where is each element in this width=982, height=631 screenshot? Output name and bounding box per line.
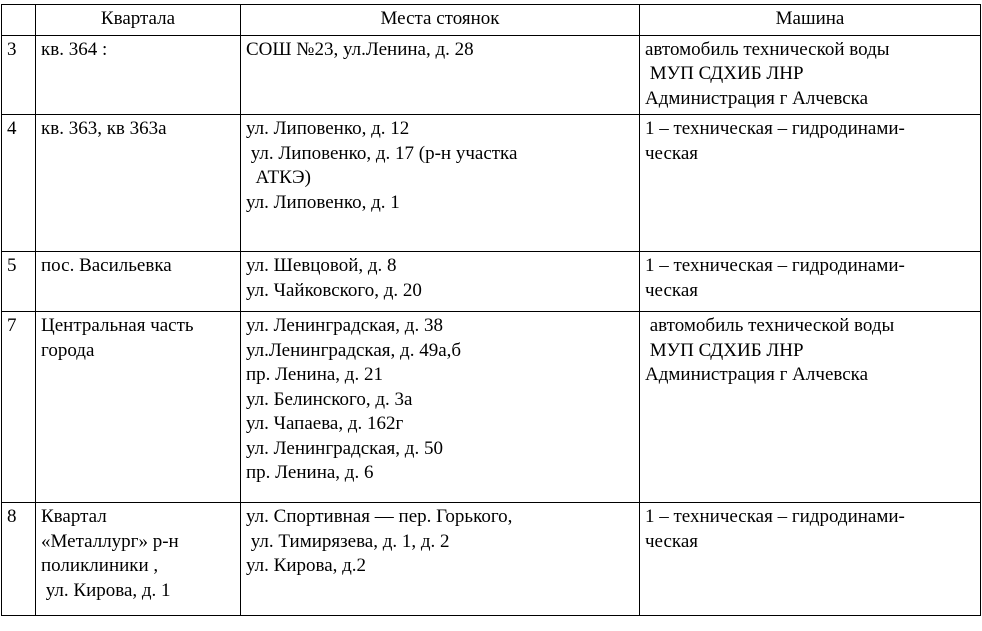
- place-line: ул. Ленинградская, д. 38: [246, 315, 443, 336]
- quarter-cell: [36, 503, 241, 616]
- vehicle-line: Администрация г Алчевска: [645, 364, 869, 385]
- table-row: [2, 312, 981, 503]
- quarter-line: поликлиники ,: [41, 555, 159, 576]
- quarter-cell: [36, 115, 241, 252]
- place-line: ул. Тимирязева, д. 1, д. 2: [246, 530, 450, 552]
- quarter-cell: [36, 252, 241, 312]
- place-line: ул. Чапаева, д. 162г: [246, 413, 404, 434]
- vehicle-line: 1 – техническая – гидродинами-: [645, 118, 905, 139]
- vehicle-line: ческая: [645, 279, 699, 301]
- place-line: ул. Ленинградская, д. 50: [246, 437, 443, 459]
- places-cell: [241, 503, 640, 616]
- vehicle-cell: [640, 115, 981, 252]
- place-line: ул. Кирова, д.2: [246, 555, 367, 576]
- vehicle-cell: [640, 503, 981, 616]
- quarter-cell: [36, 35, 241, 115]
- place-line: СОШ №23, ул.Ленина, д. 28: [246, 38, 474, 60]
- row-number: 5: [2, 252, 36, 312]
- row-number: 8: [2, 503, 36, 616]
- places-cell: [241, 35, 640, 115]
- header-places: Места стоянок: [241, 5, 640, 36]
- place-line: ул. Липовенко, д. 17 (р-н участка: [246, 142, 518, 164]
- places-cell: [241, 252, 640, 312]
- place-line: ул.Ленинградская, д. 49а,б: [246, 339, 462, 361]
- place-line: ул. Спортивная — пер. Горького,: [246, 506, 513, 527]
- table-row: [2, 252, 981, 312]
- vehicle-line: Администрация г Алчевска: [645, 87, 869, 109]
- quarter-line: Центральная часть: [41, 315, 194, 336]
- places-cell: [241, 115, 640, 252]
- table-row: [2, 503, 981, 616]
- parking-table: [1, 4, 981, 616]
- vehicle-cell: [640, 252, 981, 312]
- vehicle-line: ческая: [645, 142, 699, 164]
- header-row: [2, 5, 981, 36]
- place-line: ул. Шевцовой, д. 8: [246, 255, 397, 276]
- header-vehicle: Машина: [640, 5, 981, 36]
- quarter-line: пос. Васильевка: [41, 255, 172, 276]
- vehicle-line: 1 – техническая – гидродинами-: [645, 255, 905, 276]
- quarter-line: кв. 363, кв 363а: [41, 118, 167, 139]
- vehicle-cell: [640, 312, 981, 503]
- quarter-line: города: [41, 339, 95, 361]
- place-line: ул. Чайковского, д. 20: [246, 279, 422, 301]
- quarter-cell: [36, 312, 241, 503]
- row-number: 7: [2, 312, 36, 503]
- quarter-line: Квартал: [41, 506, 107, 527]
- quarter-line: «Металлург» р-н: [41, 530, 179, 552]
- row-number: 4: [2, 115, 36, 252]
- header-num: [2, 5, 36, 36]
- vehicle-line: ческая: [645, 530, 699, 552]
- header-quarter: Квартала: [36, 5, 241, 36]
- vehicle-cell: [640, 35, 981, 115]
- vehicle-line: автомобиль технической воды: [645, 38, 890, 60]
- quarter-line: ул. Кирова, д. 1: [41, 579, 171, 601]
- row-number: 3: [2, 35, 36, 115]
- place-line: АТКЭ): [246, 167, 311, 188]
- vehicle-line: 1 – техническая – гидродинами-: [645, 506, 905, 527]
- place-line: ул. Липовенко, д. 12: [246, 118, 410, 139]
- place-line: ул. Липовенко, д. 1: [246, 191, 400, 213]
- places-cell: [241, 312, 640, 503]
- vehicle-line: МУП СДХИБ ЛНР: [645, 339, 804, 361]
- place-line: пр. Ленина, д. 21: [246, 364, 383, 385]
- place-line: ул. Белинского, д. 3а: [246, 388, 413, 410]
- vehicle-line: автомобиль технической воды: [645, 315, 895, 336]
- vehicle-line: МУП СДХИБ ЛНР: [645, 63, 804, 84]
- table-row: [2, 115, 981, 252]
- table-row: [2, 35, 981, 115]
- quarter-line: кв. 364 :: [41, 38, 108, 60]
- place-line: пр. Ленина, д. 6: [246, 462, 374, 483]
